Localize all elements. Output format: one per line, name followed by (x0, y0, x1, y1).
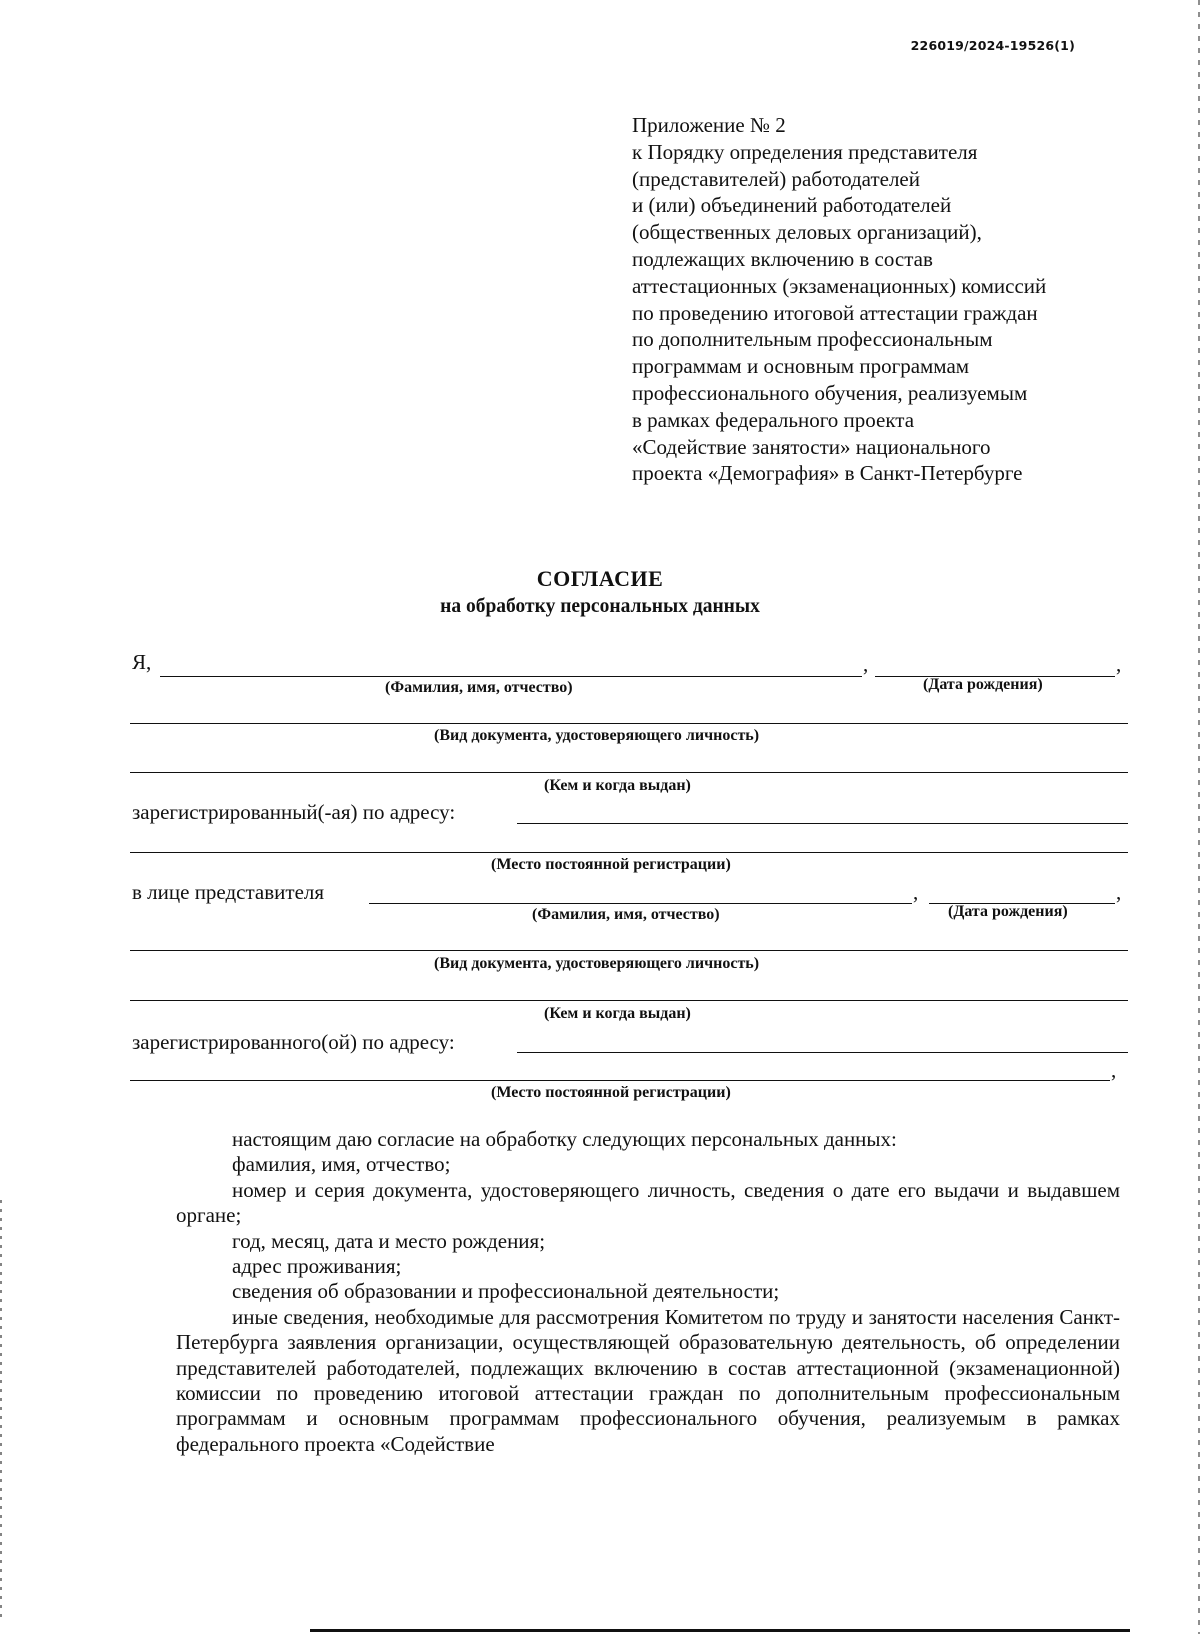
appendix-line: программам и основным программам (632, 354, 970, 379)
body-paragraph: номер и серия документа, удостоверяющего личность, сведения о дате его выдачи и выдавшем органе; (176, 1177, 1120, 1228)
representative-issued-by-caption: (Кем и когда выдан) (544, 1005, 691, 1022)
scan-left-edge (0, 1200, 2, 1620)
appendix-line: проекта «Демография» в Санкт-Петербурге (632, 461, 1023, 486)
appendix-line: и (или) объединений работодателей (632, 193, 952, 218)
appendix-line: по проведению итоговой аттестации граждан (632, 300, 1038, 325)
representative-fio-field[interactable] (369, 903, 912, 904)
representative-residence-address-field[interactable] (130, 1080, 1110, 1081)
comma: , (913, 880, 919, 904)
body-paragraph: сведения об образовании и профессиональной деятельности; (232, 1279, 780, 1304)
appendix-line: «Содействие занятости» национального (632, 434, 991, 459)
id-document-field[interactable] (130, 723, 1128, 724)
representative-issued-by-field[interactable] (130, 1000, 1128, 1001)
residence-caption: (Место постоянной регистрации) (491, 856, 731, 873)
representative-registered-address-field[interactable] (517, 1052, 1128, 1053)
body-paragraph: фамилия, имя, отчество; (232, 1152, 451, 1177)
representative-registered-label: зарегистрированного(ой) по адресу: (132, 1030, 455, 1054)
residence-address-field[interactable] (130, 852, 1128, 853)
body-paragraph: иные сведения, необходимые для рассмотрения Комитетом по труду и занятости населения Санкт-Петербурга заявления организации, осуществляющей образовательную деятельность, об определении представителей работодателей, подлежащих включению в состав аттестационной (экзаменационной) комиссии по проведению итоговой аттестации граждан по дополнительным профессиональным программам и основным программам профессионального обучения, реализуемым в рамках федерального проекта «Содействие (176, 1304, 1120, 1456)
body-paragraph: адрес проживания; (232, 1254, 402, 1279)
consent-body (176, 1127, 1120, 1457)
registered-label: зарегистрированный(-ая) по адресу: (132, 800, 456, 824)
body-paragraph: настоящим даю согласие на обработку следующих персональных данных: (232, 1127, 897, 1151)
document-subtitle: на обработку персональных данных (440, 596, 760, 617)
body-paragraph: год, месяц, дата и место рождения; (232, 1228, 546, 1253)
representative-label: в лице представителя (132, 880, 325, 904)
id-document-caption: (Вид документа, удостоверяющего личность) (434, 727, 760, 744)
appendix-line: подлежащих включению в состав (632, 246, 933, 271)
document-id: 226019/2024-19526(1) (910, 38, 1075, 53)
comma: , (1116, 880, 1122, 904)
appendix-block (632, 112, 1122, 487)
fio-caption: (Фамилия, имя, отчество) (385, 679, 573, 696)
birth-date-caption: (Дата рождения) (923, 676, 1043, 693)
appendix-line: к Порядку определения представителя (632, 139, 978, 164)
comma: , (1116, 652, 1122, 676)
representative-birth-date-caption: (Дата рождения) (948, 903, 1068, 920)
appendix-line: профессионального обучения, реализуемым (632, 380, 1028, 405)
representative-id-document-field[interactable] (130, 950, 1128, 951)
appendix-line: (представителей) работодателей (632, 166, 920, 191)
issued-by-field[interactable] (130, 772, 1128, 773)
representative-residence-caption: (Место постоянной регистрации) (491, 1084, 731, 1101)
i-label: Я, (132, 650, 152, 674)
issued-by-caption: (Кем и когда выдан) (544, 777, 691, 794)
comma: , (863, 652, 869, 676)
appendix-line: (общественных деловых организаций), (632, 220, 982, 245)
document-title: СОГЛАСИЕ (536, 566, 664, 591)
bottom-scan-edge (310, 1629, 1130, 1632)
fio-field[interactable] (160, 676, 862, 677)
registered-address-field[interactable] (517, 823, 1128, 824)
comma: , (1111, 1058, 1117, 1082)
appendix-line: в рамках федерального проекта (632, 407, 915, 432)
representative-id-document-caption: (Вид документа, удостоверяющего личность) (434, 955, 760, 972)
appendix-line: по дополнительным профессиональным (632, 327, 993, 352)
representative-fio-caption: (Фамилия, имя, отчество) (532, 906, 720, 923)
appendix-line: аттестационных (экзаменационных) комиссий (632, 273, 1047, 298)
appendix-line: Приложение № 2 (632, 113, 786, 137)
